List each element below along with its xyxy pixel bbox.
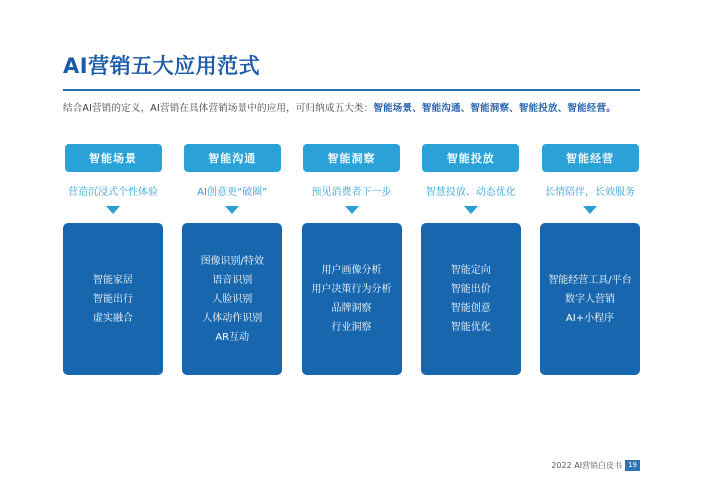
intro-highlight-text: 智能场景、智能沟通、智能洞察、智能投放、智能经营。 [373, 103, 616, 114]
paradigm-header-label: 智能场景 [89, 152, 137, 165]
arrow-down-icon [106, 206, 120, 214]
paradigm-columns [63, 144, 640, 375]
arrow-down-icon [345, 206, 359, 214]
paradigm-item: 智能优化 [450, 322, 491, 333]
paradigm-item: 图像识别/特效 [200, 255, 264, 267]
paradigm-header [65, 144, 162, 172]
paradigm-item: 用户决策行为分析 [311, 284, 392, 295]
paradigm-item: 虚实融合 [93, 312, 133, 324]
paradigm-header [422, 144, 519, 172]
paradigm-header-label: 智能投放 [446, 152, 495, 165]
paradigm-item: 人体动作识别 [202, 312, 263, 324]
paradigm-items-list [548, 271, 631, 328]
paradigm-header [184, 144, 281, 172]
arrow-down-icon [225, 206, 239, 214]
paradigm-header [303, 144, 400, 172]
paradigm-item: 用户画像分析 [321, 265, 382, 276]
paradigm-item: 智能家居 [93, 274, 133, 286]
page-title: AI营销五大应用范式 [63, 54, 261, 78]
page-footer [551, 460, 640, 471]
arrow-down-icon [583, 206, 597, 214]
paradigm-item: 智能出行 [93, 293, 133, 305]
paradigm-item: 智能出价 [450, 284, 491, 295]
paradigm-subtitle: 营造沉浸式个性体验 [68, 187, 158, 198]
paradigm-items-list [312, 261, 392, 337]
paradigm-items-list [451, 261, 491, 337]
paradigm-items-box [302, 223, 402, 375]
paradigm-item: 智能创意 [450, 303, 491, 314]
paradigm-column [540, 144, 640, 375]
paradigm-header-label: 智能洞察 [327, 152, 376, 165]
paradigm-column [302, 144, 402, 375]
paradigm-items-box [182, 223, 282, 375]
paradigm-item: 品牌洞察 [331, 303, 372, 314]
paradigm-item: 行业洞察 [331, 322, 372, 333]
paradigm-item: 数字人营销 [565, 293, 615, 305]
intro-paragraph [63, 100, 640, 114]
paradigm-subtitle: 智慧投放、动态优化 [425, 187, 516, 198]
paradigm-items-box [63, 223, 163, 375]
paradigm-header-label: 智能经营 [566, 152, 614, 165]
paradigm-header [542, 144, 639, 172]
paradigm-item: AR互动 [215, 331, 250, 343]
paradigm-item: 人脸识别 [212, 293, 253, 305]
page-number-badge: 19 [625, 460, 640, 471]
paradigm-items-box [540, 223, 640, 375]
paradigm-items-list [201, 252, 264, 347]
intro-text: 结合AI营销的定义，AI营销在具体营销场景中的应用，可归纳成五大类： [63, 103, 374, 114]
paradigm-header-label: 智能沟通 [208, 152, 257, 165]
paradigm-column [182, 144, 282, 375]
paradigm-column [63, 144, 163, 375]
title-divider [63, 89, 640, 91]
paradigm-items-list [93, 271, 133, 328]
paradigm-subtitle: 长情陪伴，长效服务 [545, 187, 635, 198]
paradigm-item: AI+小程序 [565, 312, 615, 324]
arrow-down-icon [464, 206, 478, 214]
paradigm-item: 智能经营工具/平台 [548, 274, 632, 286]
footer-text: 2022 AI营销白皮书 [551, 461, 623, 470]
paradigm-column [421, 144, 521, 375]
paradigm-subtitle: 预见消费者下一步 [311, 187, 392, 198]
paradigm-items-box [421, 223, 521, 375]
paradigm-subtitle: AI创意更“破圈” [197, 187, 268, 198]
paradigm-item: 智能定向 [450, 265, 491, 276]
paradigm-item: 语音识别 [212, 274, 253, 286]
